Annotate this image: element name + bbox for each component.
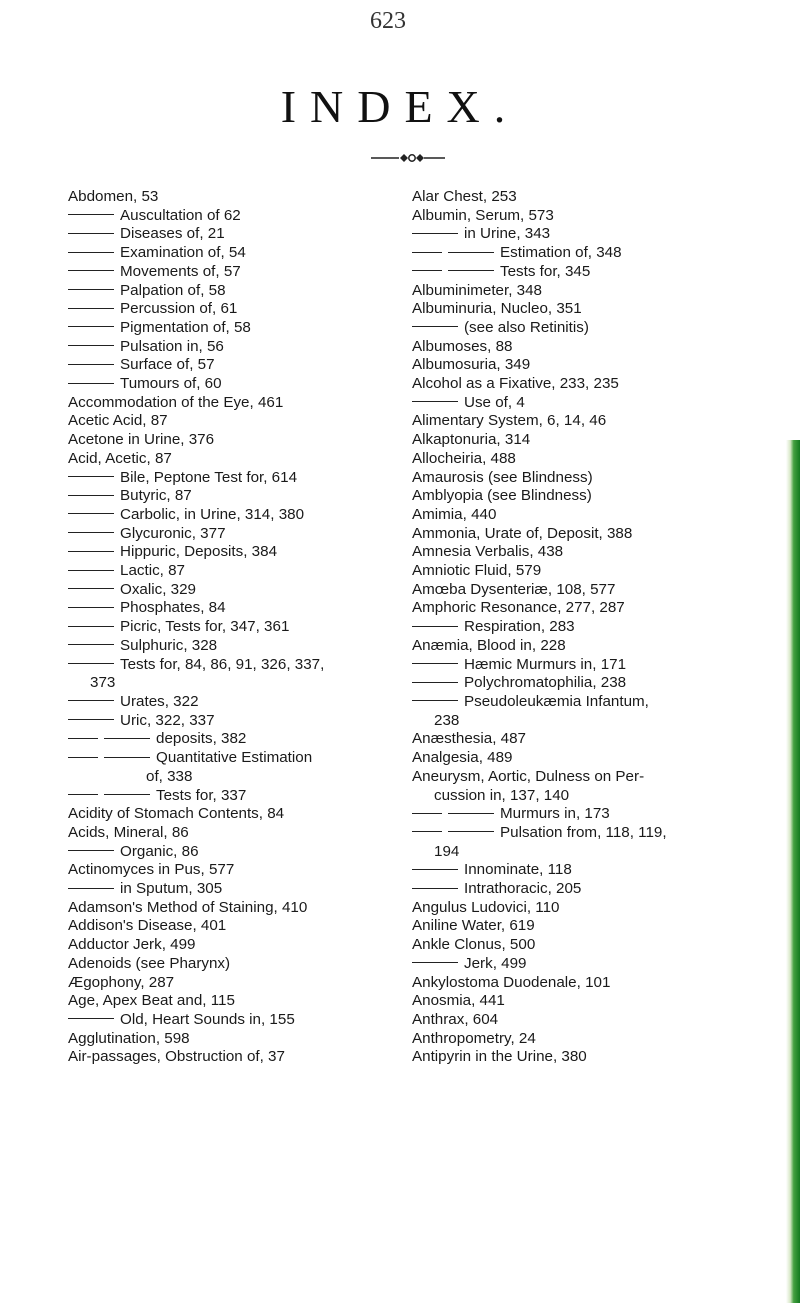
index-entry-text: Sulphuric, 328 (120, 636, 218, 654)
index-entry-text: Amblyopia (see Blindness) (412, 487, 592, 505)
index-entry-text: Amaurosis (see Blindness) (412, 468, 593, 486)
index-entry-text: Actinomyces in Pus, 577 (68, 861, 235, 879)
index-entry (412, 562, 777, 581)
index-entry (68, 824, 433, 843)
index-entry-text: Glycuronic, 377 (120, 524, 226, 542)
index-entry-text: Oxalic, 329 (120, 580, 196, 598)
index-entry-text: of, 338 (146, 767, 193, 785)
index-entry (68, 974, 433, 993)
index-entry (412, 674, 777, 693)
ditto-dash (68, 850, 114, 851)
index-entry-text: Acids, Mineral, 86 (68, 823, 189, 841)
ditto-dash (68, 326, 114, 327)
index-entry-text: Aneurysm, Aortic, Dulness on Per- (412, 767, 645, 785)
index-entry-text: Anthrax, 604 (412, 1010, 499, 1028)
index-entry (68, 693, 433, 712)
index-entry-text: Movements of, 57 (120, 262, 241, 280)
index-entry (412, 936, 777, 955)
ditto-dash (68, 233, 114, 234)
ditto-dash (68, 364, 114, 365)
index-entry-text: Bile, Peptone Test for, 614 (120, 468, 298, 486)
index-entry (68, 787, 433, 806)
index-entry (412, 824, 777, 843)
index-entry (412, 300, 777, 319)
index-entry-text: Pigmentation of, 58 (120, 318, 251, 336)
ditto-dash (448, 252, 494, 253)
index-entry (68, 768, 433, 787)
ditto-dash (412, 401, 458, 402)
index-entry (412, 805, 777, 824)
ditto-dash (68, 532, 114, 533)
index-entry (412, 543, 777, 562)
index-entry (412, 412, 777, 431)
index-entry-text: Acid, Acetic, 87 (68, 449, 172, 467)
index-entry (68, 917, 433, 936)
index-entry-text: Adenoids (see Pharynx) (68, 954, 231, 972)
index-entry (412, 637, 777, 656)
ditto-dash (104, 757, 150, 758)
ditto-dash (68, 626, 114, 627)
ditto-dash (68, 794, 98, 795)
index-entry (412, 843, 777, 862)
index-entry-text: 238 (434, 711, 460, 729)
index-entry (412, 431, 777, 450)
ditto-dash (412, 962, 458, 963)
ditto-dash (412, 888, 458, 889)
index-entry-text: Organic, 86 (120, 842, 199, 860)
index-entry-text: Amœba Dysenteriæ, 108, 577 (412, 580, 616, 598)
index-entry-text: Tumours of, 60 (120, 375, 222, 393)
index-entry-text: Anosmia, 441 (412, 992, 505, 1010)
index-entry (68, 319, 433, 338)
index-entry-text: Tests for, 337 (156, 786, 247, 804)
index-entry-text: Pseudoleukæmia Infantum, (464, 692, 649, 710)
index-entry (68, 450, 433, 469)
index-entry-text: Percussion of, 61 (120, 300, 238, 318)
index-entry (412, 730, 777, 749)
index-entry-text: Amimia, 440 (412, 505, 497, 523)
index-entry-text: Analgesia, 489 (412, 749, 513, 767)
index-entry-text: Acidity of Stomach Contents, 84 (68, 805, 285, 823)
index-right-column (412, 188, 777, 1067)
index-entry-text: Lactic, 87 (120, 562, 186, 580)
index-entry-text: Air-passages, Obstruction of, 37 (68, 1048, 285, 1066)
index-entry (412, 656, 777, 675)
index-entry (68, 300, 433, 319)
index-entry (412, 1011, 777, 1030)
index-entry-text: Alcohol as a Fixative, 233, 235 (412, 375, 619, 393)
ditto-dash (68, 551, 114, 552)
index-entry (68, 543, 433, 562)
index-entry (412, 917, 777, 936)
index-entry (412, 581, 777, 600)
index-entry-text: Respiration, 283 (464, 618, 575, 636)
ditto-dash (412, 233, 458, 234)
index-entry-text: Jerk, 499 (464, 954, 527, 972)
ditto-dash (68, 214, 114, 215)
ditto-dash (68, 719, 114, 720)
ditto-dash (68, 252, 114, 253)
index-entry (412, 469, 777, 488)
ditto-dash (68, 345, 114, 346)
index-entry-text: Hippuric, Deposits, 384 (120, 543, 278, 561)
page-number: 623 (370, 8, 406, 34)
ditto-dash (412, 813, 442, 814)
index-entry (68, 861, 433, 880)
index-entry-text: Diseases of, 21 (120, 225, 225, 243)
index-entry-text: Amphoric Resonance, 277, 287 (412, 599, 625, 617)
index-entry-text: Acetic Acid, 87 (68, 412, 168, 430)
index-entry (68, 805, 433, 824)
index-entry-text: Tests for, 84, 86, 91, 326, 337, (120, 655, 325, 673)
index-entry-text: (see also Retinitis) (464, 318, 589, 336)
index-entry-text: Abdomen, 53 (68, 188, 159, 205)
index-entry-text: Alar Chest, 253 (412, 188, 517, 205)
index-entry-text: Agglutination, 598 (68, 1029, 190, 1047)
index-entry-text: Anthropometry, 24 (412, 1029, 536, 1047)
ditto-dash (68, 495, 114, 496)
index-entry-text: Urates, 322 (120, 692, 199, 710)
index-entry (412, 225, 777, 244)
index-entry-text: cussion in, 137, 140 (434, 786, 570, 804)
index-entry (68, 674, 433, 693)
index-entry-text: Auscultation of 62 (120, 206, 241, 224)
index-entry (412, 955, 777, 974)
index-entry (412, 207, 777, 226)
index-entry-text: Anæsthesia, 487 (412, 730, 526, 748)
index-entry (68, 955, 433, 974)
index-entry (68, 730, 433, 749)
index-entry-text: Pulsation from, 118, 119, (500, 823, 667, 841)
index-entry-text: Adamson's Method of Staining, 410 (68, 898, 308, 916)
ditto-dash (68, 700, 114, 701)
index-entry-text: Ammonia, Urate of, Deposit, 388 (412, 524, 633, 542)
index-entry (412, 525, 777, 544)
index-entry (68, 656, 433, 675)
index-entry (412, 880, 777, 899)
ditto-dash (412, 682, 458, 683)
index-entry (68, 992, 433, 1011)
index-entry-text: Ankylostoma Duodenale, 101 (412, 973, 611, 991)
index-entry (412, 244, 777, 263)
index-entry-text: Hæmic Murmurs in, 171 (464, 655, 627, 673)
index-entry-text: Addison's Disease, 401 (68, 917, 227, 935)
index-entry-text: Intrathoracic, 205 (464, 880, 582, 898)
index-entry-text: Old, Heart Sounds in, 155 (120, 1010, 295, 1028)
index-entry (412, 768, 777, 787)
ditto-dash (412, 270, 442, 271)
index-entry (68, 338, 433, 357)
index-entry-text: Ankle Clonus, 500 (412, 936, 536, 954)
index-entry (68, 637, 433, 656)
index-entry-text: Uric, 322, 337 (120, 711, 215, 729)
index-entry-text: Examination of, 54 (120, 244, 246, 262)
index-entry-text: Albuminuria, Nucleo, 351 (412, 300, 582, 318)
index-entry (412, 356, 777, 375)
ditto-dash (68, 308, 114, 309)
index-left-column (68, 188, 433, 1067)
ditto-dash (412, 626, 458, 627)
index-entry-text: Anæmia, Blood in, 228 (412, 636, 566, 654)
index-entry-text: in Sputum, 305 (120, 880, 223, 898)
index-entry (412, 693, 777, 712)
index-entry (412, 338, 777, 357)
index-entry (68, 899, 433, 918)
index-entry-text: Polychromatophilia, 238 (464, 674, 627, 692)
ditto-dash (68, 757, 98, 758)
index-entry (412, 749, 777, 768)
index-entry (412, 263, 777, 282)
ditto-dash (68, 270, 114, 271)
index-entry-text: Allocheiria, 488 (412, 449, 516, 467)
index-entry-text: Accommodation of the Eye, 461 (68, 393, 284, 411)
ditto-dash (68, 289, 114, 290)
index-entry-text: Aniline Water, 619 (412, 917, 535, 935)
ditto-dash (68, 644, 114, 645)
ditto-dash (412, 326, 458, 327)
index-entry (68, 225, 433, 244)
index-entry-text: Carbolic, in Urine, 314, 380 (120, 505, 305, 523)
index-entry (68, 599, 433, 618)
index-entry-text: Murmurs in, 173 (500, 805, 610, 823)
ditto-dash (68, 607, 114, 608)
index-entry (68, 394, 433, 413)
index-entry (412, 861, 777, 880)
ditto-dash (68, 383, 114, 384)
ditto-dash (68, 738, 98, 739)
title-ornament (371, 152, 445, 164)
index-entry (68, 356, 433, 375)
ditto-dash (68, 663, 114, 664)
index-entry (412, 712, 777, 731)
index-entry (68, 487, 433, 506)
ditto-dash (104, 794, 150, 795)
index-entry (412, 787, 777, 806)
index-entry-text: Antipyrin in the Urine, 380 (412, 1048, 587, 1066)
ditto-dash (448, 813, 494, 814)
ditto-dash (412, 663, 458, 664)
index-entry-text: Palpation of, 58 (120, 281, 226, 299)
ditto-dash (412, 252, 442, 253)
index-entry-text: Ægophony, 287 (68, 973, 175, 991)
index-entry-text: Albumin, Serum, 573 (412, 206, 554, 224)
index-entry (68, 1048, 433, 1067)
index-entry (68, 880, 433, 899)
index-entry-text: Albumoses, 88 (412, 337, 513, 355)
index-entry-text: Age, Apex Beat and, 115 (68, 992, 235, 1010)
index-entry (68, 244, 433, 263)
index-entry (412, 974, 777, 993)
index-entry (68, 562, 433, 581)
index-entry (412, 618, 777, 637)
index-entry (412, 282, 777, 301)
ditto-dash (68, 888, 114, 889)
index-entry (412, 487, 777, 506)
page-edge (786, 440, 800, 1303)
index-entry (412, 599, 777, 618)
ditto-dash (448, 270, 494, 271)
index-entry (68, 1030, 433, 1049)
index-entry (412, 899, 777, 918)
index-entry-text: Innominate, 118 (464, 861, 572, 879)
index-entry-text: Adductor Jerk, 499 (68, 936, 196, 954)
index-entry-text: Amnesia Verbalis, 438 (412, 543, 564, 561)
index-entry (68, 188, 433, 207)
index-entry-text: deposits, 382 (156, 730, 247, 748)
index-entry (68, 1011, 433, 1030)
index-entry (68, 712, 433, 731)
index-entry (412, 319, 777, 338)
index-entry (412, 450, 777, 469)
index-entry (68, 263, 433, 282)
index-entry-text: 373 (90, 674, 116, 692)
index-entry (68, 412, 433, 431)
index-entry (412, 506, 777, 525)
index-entry (412, 992, 777, 1011)
index-entry (68, 525, 433, 544)
index-entry-text: Phosphates, 84 (120, 599, 226, 617)
index-entry-text: Pulsation in, 56 (120, 337, 224, 355)
index-entry-text: Quantitative Estimation (156, 749, 313, 767)
index-entry (412, 394, 777, 413)
index-entry (68, 749, 433, 768)
ditto-dash (68, 1018, 114, 1019)
ditto-dash (104, 738, 150, 739)
ditto-dash (412, 831, 442, 832)
index-entry (412, 1030, 777, 1049)
index-entry-text: Albumosuria, 349 (412, 356, 531, 374)
index-entry-text: Acetone in Urine, 376 (68, 431, 215, 449)
ditto-dash (68, 570, 114, 571)
index-entry (68, 207, 433, 226)
index-entry-text: Estimation of, 348 (500, 244, 622, 262)
index-entry-text: Alkaptonuria, 314 (412, 431, 531, 449)
ditto-dash (448, 831, 494, 832)
index-entry (68, 469, 433, 488)
index-entry-text: Surface of, 57 (120, 356, 215, 374)
index-entry (68, 431, 433, 450)
index-entry (412, 1048, 777, 1067)
ditto-dash (68, 513, 114, 514)
page-title: INDEX. (280, 81, 520, 132)
index-entry (412, 375, 777, 394)
index-entry (68, 843, 433, 862)
index-entry (68, 506, 433, 525)
index-entry-text: in Urine, 343 (464, 225, 551, 243)
index-entry-text: Picric, Tests for, 347, 361 (120, 618, 290, 636)
index-entry-text: 194 (434, 842, 460, 860)
index-entry (68, 618, 433, 637)
index-entry-text: Butyric, 87 (120, 487, 192, 505)
index-entry (68, 581, 433, 600)
index-entry-text: Tests for, 345 (500, 262, 591, 280)
index-entry-text: Amniotic Fluid, 579 (412, 562, 542, 580)
index-entry-text: Albuminimeter, 348 (412, 281, 543, 299)
index-entry-text: Use of, 4 (464, 393, 525, 411)
index-entry (68, 936, 433, 955)
index-entry (68, 282, 433, 301)
index-entry (412, 188, 777, 207)
ditto-dash (412, 700, 458, 701)
index-entry-text: Alimentary System, 6, 14, 46 (412, 412, 607, 430)
ditto-dash (412, 869, 458, 870)
index-entry-text: Angulus Ludovici, 110 (412, 898, 560, 916)
index-entry (68, 375, 433, 394)
ditto-dash (68, 588, 114, 589)
ditto-dash (68, 476, 114, 477)
